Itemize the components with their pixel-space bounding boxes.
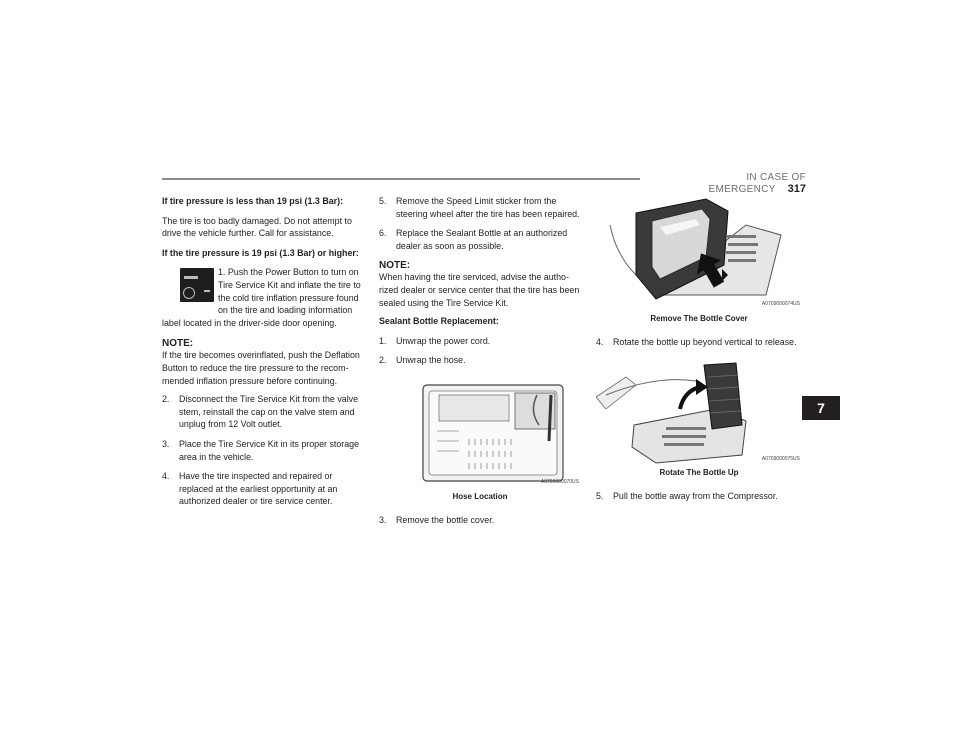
steps-list-2b bbox=[379, 335, 581, 367]
note-text: If the tire becomes overinflated, push the Deflation Button to reduce the tire pressure to the recom-mended inflation pressure before continuing. bbox=[162, 350, 360, 386]
section-title: IN CASE OF EMERGENCY bbox=[708, 172, 806, 195]
hose-location-illustration bbox=[379, 381, 581, 489]
step-1-text: 1. Push the Power Button to turn on Tire Service Kit and inflate the tire to the cold tire inflation pressure found on the tire and loading information label located in the driver-side door opening. bbox=[162, 267, 361, 328]
column-1 bbox=[162, 195, 364, 515]
list-item: 5. Pull the bottle away from the Compressor. bbox=[596, 490, 778, 501]
step-1-block bbox=[162, 266, 364, 336]
list-item: 5. Remove the Speed Limit sticker from the steering wheel after the tire has been repaired. bbox=[379, 196, 580, 219]
rotate-bottle-figure bbox=[596, 355, 802, 465]
steps-list-3b bbox=[596, 490, 802, 503]
column-2 bbox=[379, 195, 581, 533]
remove-bottle-cover-illustration bbox=[596, 195, 802, 311]
figure-code: A0709000070US bbox=[540, 479, 579, 486]
list-item: 4. Rotate the bottle up beyond vertical to release. bbox=[596, 336, 797, 347]
steps-list-2a bbox=[379, 195, 581, 252]
list-item: 1. Unwrap the power cord. bbox=[379, 335, 491, 346]
chapter-tab[interactable]: 7 bbox=[802, 396, 840, 420]
steps-list-2c bbox=[379, 514, 581, 527]
list-item: 6. Replace the Sealant Bottle at an authorized dealer as soon as possible. bbox=[379, 228, 568, 251]
page-number: 317 bbox=[787, 183, 806, 195]
list-item: 3. Place the Tire Service Kit in its proper storage area in the vehicle. bbox=[162, 438, 360, 462]
sealant-heading: Sealant Bottle Replacement: bbox=[379, 316, 499, 327]
figure-caption: Hose Location bbox=[452, 491, 508, 501]
low-pressure-heading: If tire pressure is less than 19 psi (1.3 Bar): bbox=[162, 196, 344, 206]
list-item: 2. Unwrap the hose. bbox=[379, 355, 466, 366]
page-header bbox=[640, 172, 806, 195]
ok-pressure-heading: If the tire pressure is 19 psi (1.3 Bar) or higher: bbox=[162, 247, 359, 258]
steps-list-3a bbox=[596, 336, 802, 349]
note-label: NOTE: bbox=[379, 260, 411, 272]
figure-caption: Remove The Bottle Cover bbox=[650, 314, 748, 323]
steps-list-1 bbox=[162, 393, 364, 508]
low-pressure-text: The tire is too badly damaged. Do not attempt to drive the vehicle further. Call for assistance. bbox=[162, 215, 352, 239]
figure-caption: Rotate The Bottle Up bbox=[659, 468, 739, 478]
power-button-icon bbox=[180, 268, 214, 302]
list-item: 3. Remove the bottle cover. bbox=[379, 514, 495, 525]
header-rule bbox=[162, 178, 642, 180]
remove-bottle-cover-figure bbox=[596, 195, 802, 311]
note-label: NOTE: bbox=[162, 338, 194, 350]
list-item: 4. Have the tire inspected and repaired or replaced at the earliest opportunity at an authorized dealer or tire service center. bbox=[162, 471, 338, 507]
figure-code: A0709000075US bbox=[761, 455, 800, 462]
list-item: 2. Disconnect the Tire Service Kit from the valve stem, reinstall the cap on the valve stem and unplug from 12 Volt outlet. bbox=[162, 394, 359, 430]
note-text: When having the tire serviced, advise the autho-rized dealer or service center that the tire has been sealed using the Tire Service Kit. bbox=[379, 272, 580, 308]
column-3 bbox=[596, 195, 802, 509]
rotate-bottle-illustration bbox=[596, 355, 802, 465]
figure-code: A0709000074US bbox=[761, 301, 800, 308]
hose-location-figure bbox=[379, 381, 581, 489]
